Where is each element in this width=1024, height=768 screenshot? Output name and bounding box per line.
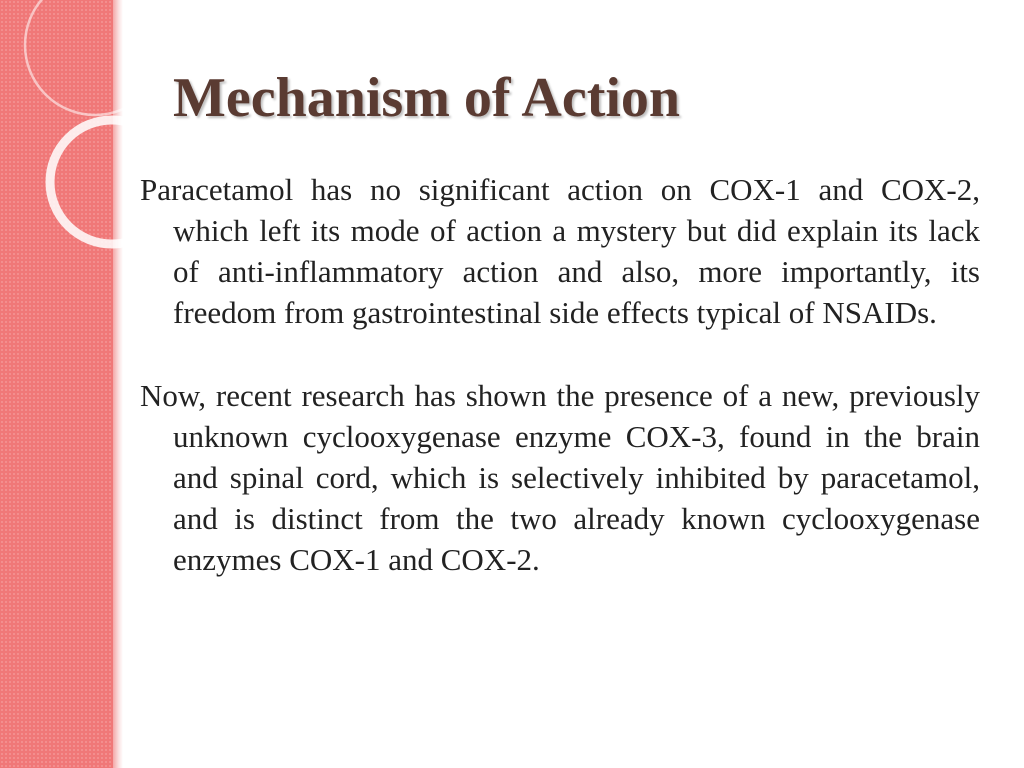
paragraph-cox3-research: Now, recent research has shown the presence of a new, previously unknown cyclooxygenase enzyme COX-3, found in the brain and spinal cord, which is selectively inhibited by paracetamol, and is distinct from the two already known cyclooxygenase enzymes COX-1 and COX-2.	[140, 378, 980, 577]
slide-body	[140, 169, 980, 580]
paragraph-paracetamol-cox: Paracetamol has no significant action on COX-1 and COX-2, which left its mode of action a mystery but did explain its lack of anti-inflammatory action and also, more importantly, its freedom from gastrointestinal side effects typical of NSAIDs.	[140, 172, 980, 330]
decorative-circles	[0, 0, 130, 260]
decorative-circle-large	[25, 0, 130, 115]
slide-title: Mechanism of Action	[173, 67, 681, 129]
decorative-circle-small	[50, 120, 130, 244]
